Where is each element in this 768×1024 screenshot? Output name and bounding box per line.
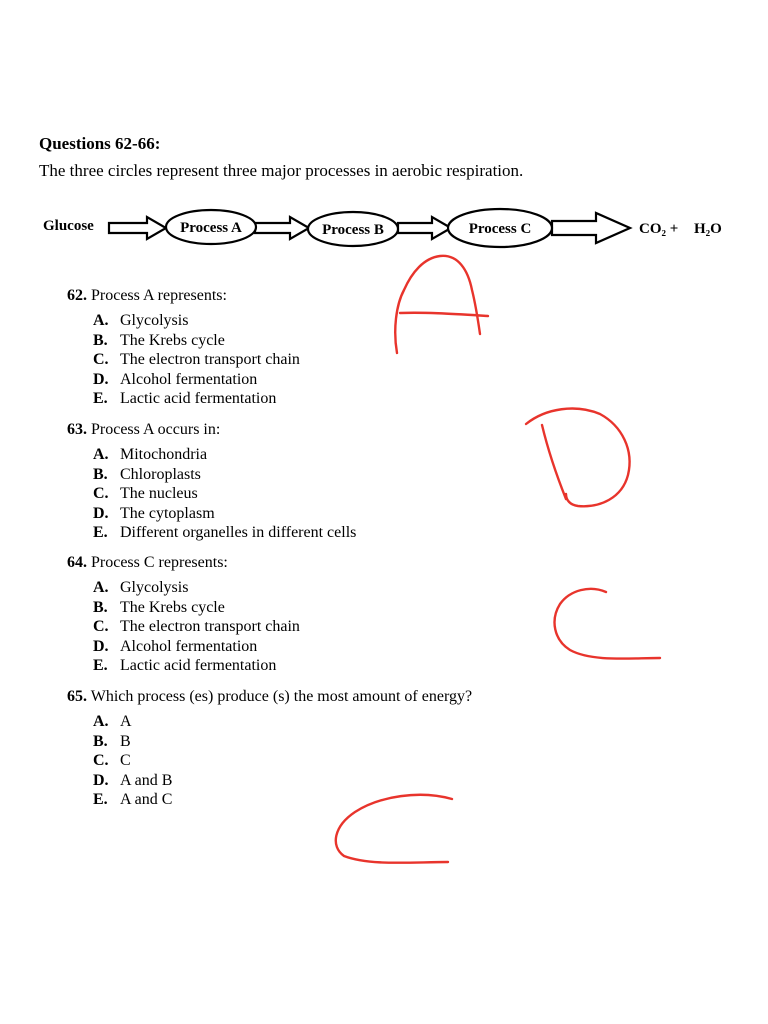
option-item: E. Lactic acid fermentation bbox=[93, 657, 277, 675]
arrow-icon bbox=[398, 217, 451, 239]
question-stem: Process A occurs in: bbox=[91, 421, 221, 438]
option-item: C. The electron transport chain bbox=[93, 351, 300, 369]
respiration-diagram bbox=[0, 200, 768, 260]
option-item: D. The cytoplasm bbox=[93, 504, 215, 522]
question-stem: Process A represents: bbox=[91, 287, 227, 304]
question-stem: Process C represents: bbox=[91, 554, 228, 571]
option-item: C. The nucleus bbox=[93, 485, 198, 503]
option-item: A. Mitochondria bbox=[93, 446, 208, 464]
intro-text: The three circles represent three major processes in aerobic respiration. bbox=[39, 161, 524, 180]
co2-label: CO₂ + bbox=[639, 221, 679, 237]
option-item: C. C bbox=[93, 752, 131, 770]
question-64 bbox=[67, 553, 300, 675]
option-item: E. Lactic acid fermentation bbox=[93, 390, 277, 408]
process-b-label: Process B bbox=[322, 222, 384, 238]
handwritten-answer-c-1 bbox=[555, 589, 660, 659]
question-63 bbox=[67, 420, 356, 542]
question-stem: Which process (es) produce (s) the most amount of energy? bbox=[90, 688, 473, 705]
question-number: 63. bbox=[67, 421, 87, 438]
question-number: 65. bbox=[67, 688, 87, 705]
option-item: A. Glycolysis bbox=[93, 312, 189, 330]
option-item: A. Glycolysis bbox=[93, 579, 189, 597]
process-a-label: Process A bbox=[180, 220, 242, 236]
handwritten-answer-d bbox=[526, 409, 630, 507]
question-number: 62. bbox=[67, 287, 87, 304]
option-item: D. A and B bbox=[93, 771, 173, 789]
option-item: D. Alcohol fermentation bbox=[93, 370, 258, 388]
option-list bbox=[93, 445, 356, 542]
arrow-icon bbox=[255, 217, 309, 239]
option-list bbox=[93, 712, 472, 809]
option-list bbox=[93, 578, 300, 675]
option-item: C. The electron transport chain bbox=[93, 618, 300, 636]
questions-heading: Questions 62-66: bbox=[39, 134, 161, 153]
option-list bbox=[93, 311, 300, 408]
arrow-icon bbox=[109, 217, 166, 239]
question-65 bbox=[67, 687, 472, 809]
option-item: B. B bbox=[93, 732, 131, 750]
option-item: E. Different organelles in different cells bbox=[93, 524, 357, 542]
question-62 bbox=[67, 286, 300, 408]
option-item: B. Chloroplasts bbox=[93, 465, 201, 483]
option-item: B. The Krebs cycle bbox=[93, 331, 225, 349]
option-item: D. Alcohol fermentation bbox=[93, 637, 258, 655]
glucose-label: Glucose bbox=[43, 218, 94, 234]
arrow-icon bbox=[552, 213, 630, 243]
h2o-label: H₂O bbox=[694, 221, 722, 237]
option-item: B. The Krebs cycle bbox=[93, 598, 225, 616]
handwritten-answer-a bbox=[395, 256, 488, 353]
option-item: E. A and C bbox=[93, 791, 173, 809]
process-c-label: Process C bbox=[468, 221, 532, 237]
option-item: A. A bbox=[93, 713, 132, 731]
question-number: 64. bbox=[67, 554, 87, 571]
